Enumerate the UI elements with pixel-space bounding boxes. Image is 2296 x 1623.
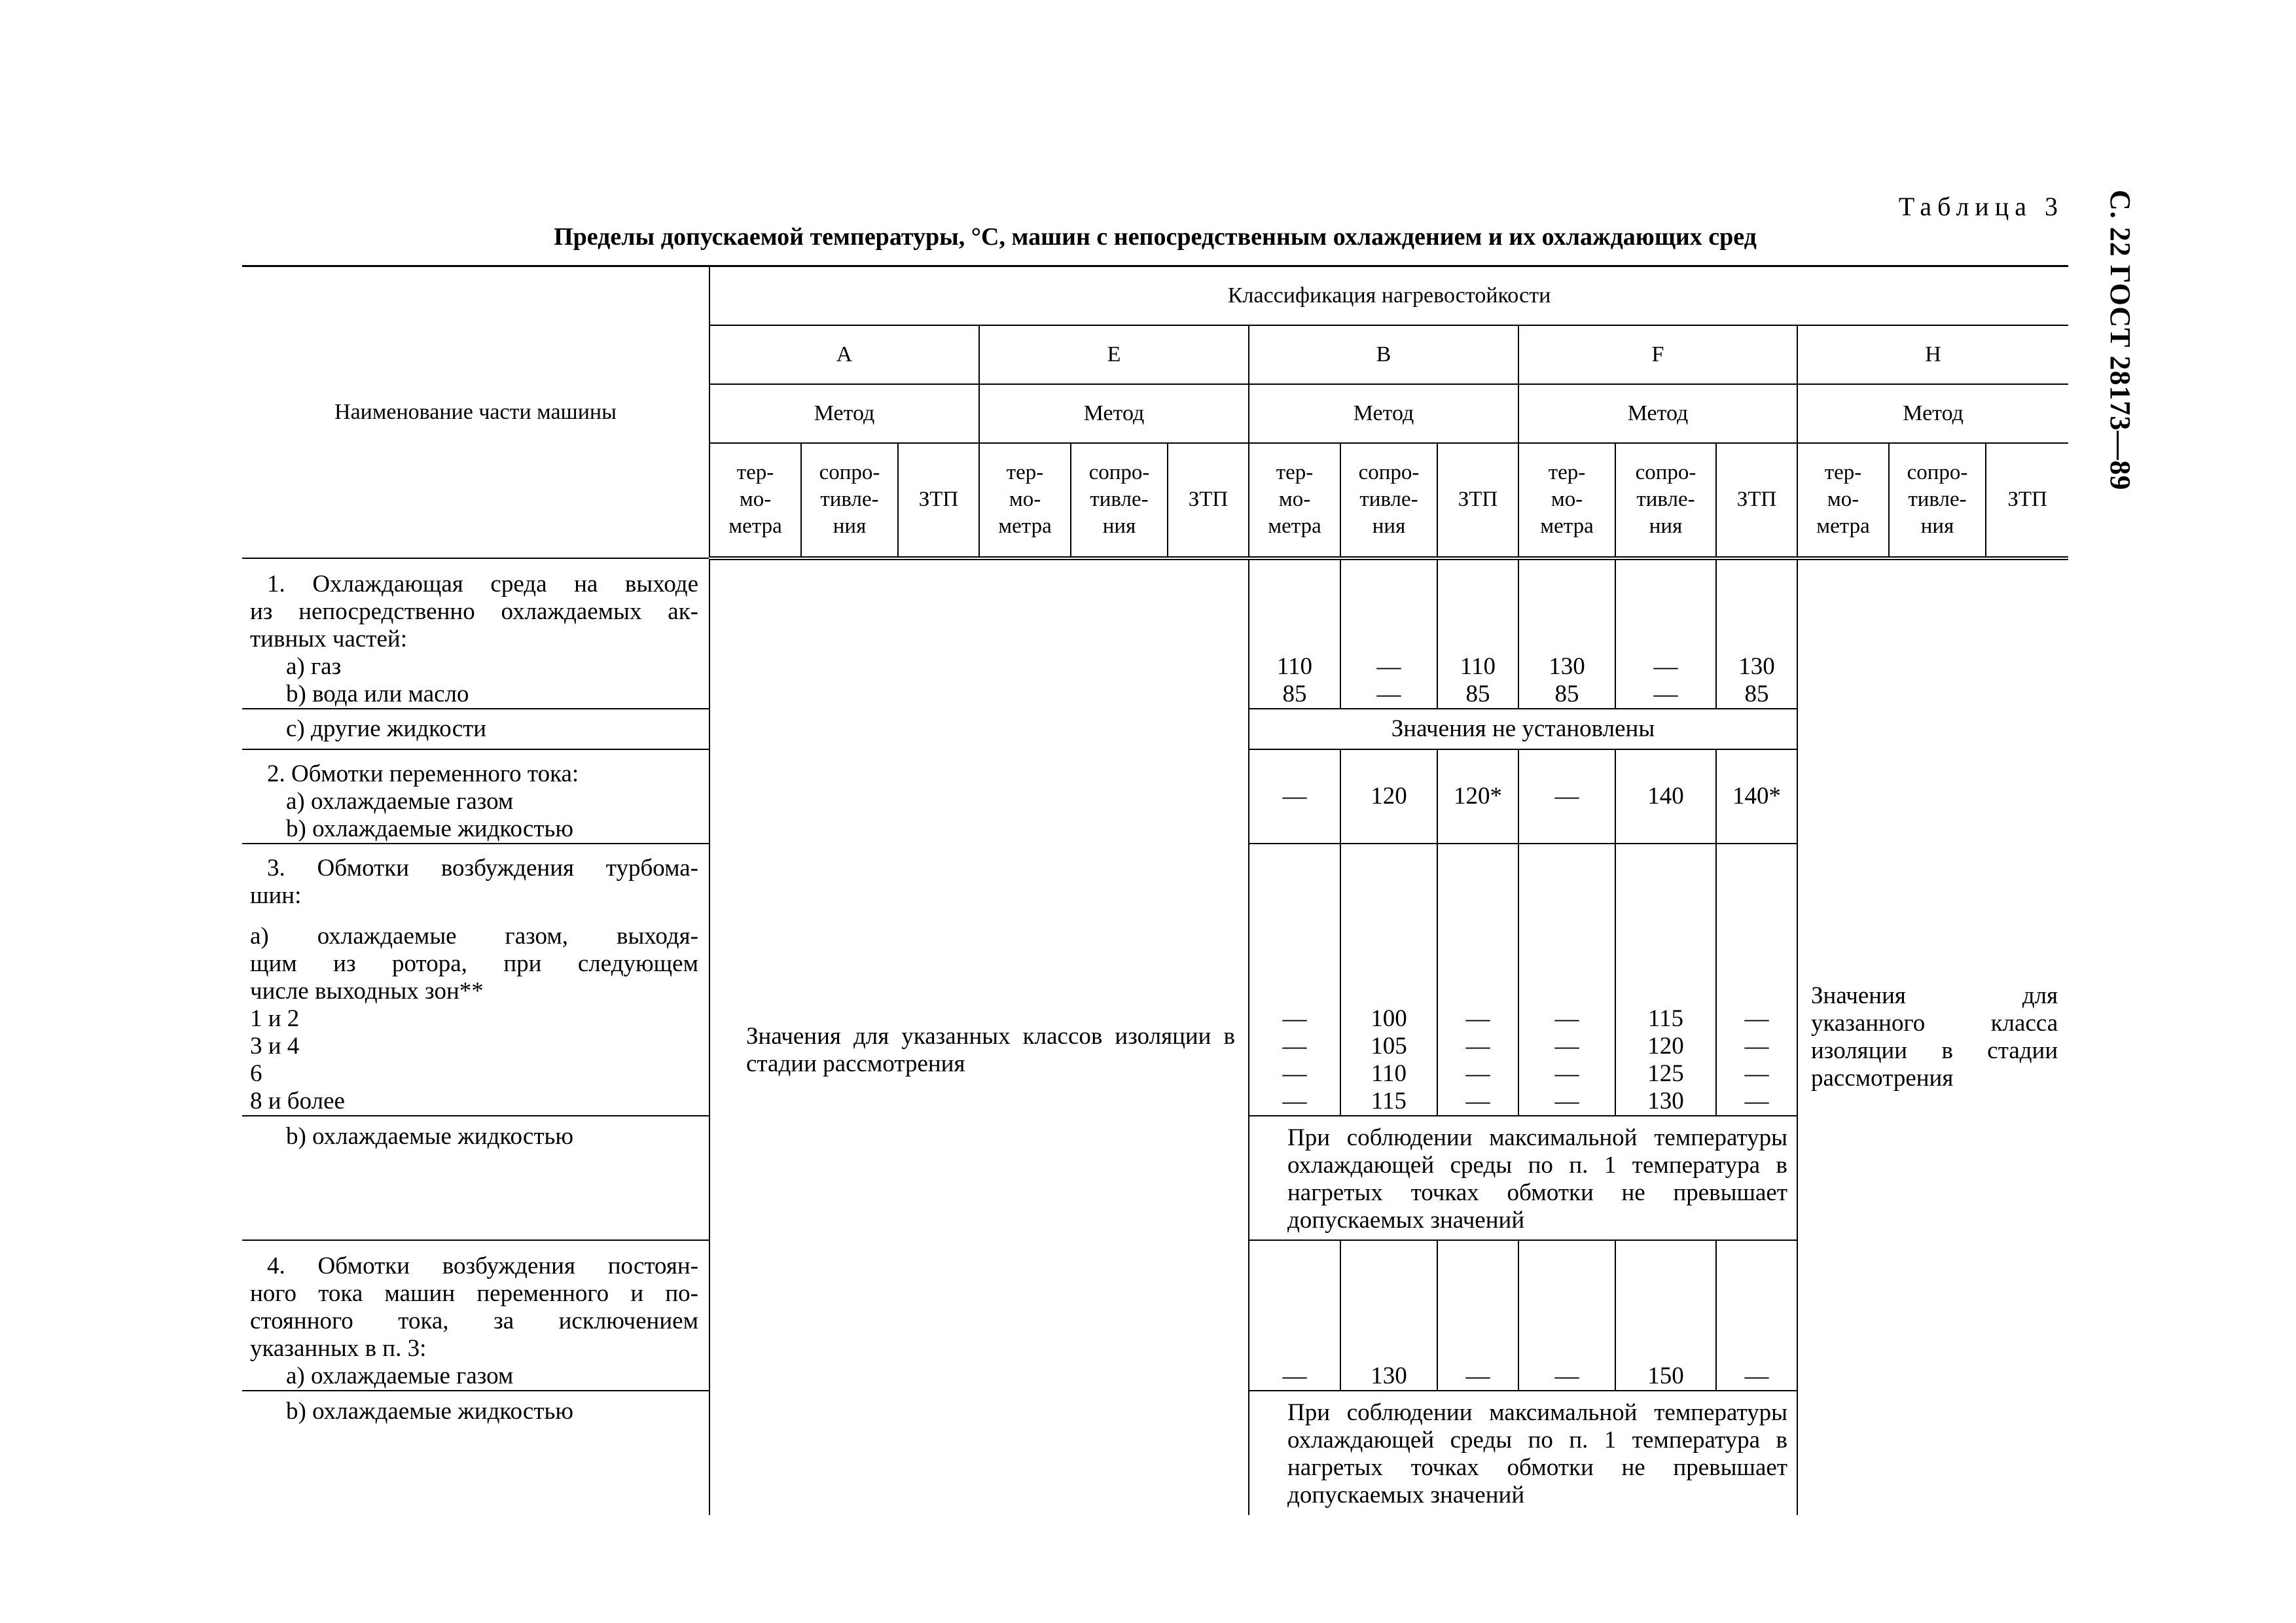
- value-cell: 100 105 110 115: [1340, 844, 1437, 1116]
- value-cell: 130: [1340, 1240, 1437, 1391]
- row-4b-note: При соблюдении максимальной температуры охлаждающей среды по п. 1 температура в нагретых точках обмотки не превышает допускаемых значений: [1249, 1391, 1797, 1515]
- method-ztp: ЗТП: [1168, 443, 1249, 558]
- value-cell: 130 85: [1518, 558, 1615, 709]
- value-cell: — —: [1340, 558, 1437, 709]
- class-f-header: F: [1518, 325, 1797, 384]
- table-number: Таблица 3: [1898, 192, 2064, 221]
- method-header: Метод: [709, 384, 979, 443]
- row-1c-name: с) другие жидкости: [242, 709, 709, 749]
- value-cell: 150: [1615, 1240, 1716, 1391]
- classification-header: Классификация нагревостойкости: [709, 266, 2068, 325]
- row-4-name: 4. Обмотки возбуждения постоян- ного тока машин переменного и по- стоянного тока, за исключением указанных в п. 3: а) охлаждаемые газом: [242, 1240, 709, 1391]
- method-thermometer: тер- мо- метра: [709, 443, 801, 558]
- page-side-header: С. 22 ГОСТ 28173—89: [2104, 190, 2136, 491]
- value-cell: — — — —: [1437, 844, 1518, 1116]
- value-cell: —: [1437, 1240, 1518, 1391]
- zone-label: 1 и 2: [250, 1005, 300, 1032]
- method-resistance: сопро- тивле- ния: [1071, 443, 1168, 558]
- method-ztp: ЗТП: [1437, 443, 1518, 558]
- row-4b-name: b) охлаждаемые жидкостью: [242, 1391, 709, 1515]
- method-ztp: ЗТП: [1986, 443, 2068, 558]
- row-1c-note: Значения не установлены: [1249, 709, 1797, 749]
- value-cell: —: [1518, 1240, 1615, 1391]
- row-3b-name: b) охлаждаемые жидкостью: [242, 1116, 709, 1240]
- temperature-limits-table: [242, 265, 2068, 1515]
- row-1-name: 1. Охлаждающая среда на выходе из непосредственно охлаждаемых ак- тивных частей: а) газ b) вода или масло: [242, 558, 709, 709]
- method-thermometer: тер- мо- метра: [1518, 443, 1615, 558]
- value-cell: 115 120 125 130: [1615, 844, 1716, 1116]
- row-2-name: 2. Обмотки переменного тока: а) охлаждаемые газом b) охлаждаемые жидкостью: [242, 749, 709, 844]
- method-header: Метод: [1249, 384, 1518, 443]
- row-3b-note: При соблюдении максимальной температуры охлаждающей среды по п. 1 температура в нагретых точках обмотки не превышает допускаемых значений: [1249, 1116, 1797, 1240]
- value-cell: —: [1249, 749, 1340, 844]
- class-h-header: Н: [1797, 325, 2068, 384]
- value-cell: 110 85: [1437, 558, 1518, 709]
- value-cell: 140: [1615, 749, 1716, 844]
- value-cell: —: [1518, 749, 1615, 844]
- value-cell: 120: [1340, 749, 1437, 844]
- method-resistance: сопро- тивле- ния: [1889, 443, 1986, 558]
- value-cell: — — — —: [1249, 844, 1340, 1116]
- class-e-header: Е: [979, 325, 1249, 384]
- method-ztp: ЗТП: [1716, 443, 1797, 558]
- method-resistance: сопро- тивле- ния: [801, 443, 898, 558]
- class-h-note: Значения для указанного класса изоляции в стадии рассмотрения: [1797, 558, 2068, 1515]
- zone-label: 8 и более: [250, 1087, 345, 1115]
- value-cell: —: [1716, 1240, 1797, 1391]
- method-resistance: сопро- тивле- ния: [1340, 443, 1437, 558]
- zone-label: 3 и 4: [250, 1032, 300, 1060]
- row-3-name: 3. Обмотки возбуждения турбома- шин: а) охлаждаемые газом, выходя- щим из ротора, при следующем числе выходных зон** 1 и 2 3 и 4 6 8 и более: [242, 844, 709, 1116]
- method-resistance: сопро- тивле- ния: [1615, 443, 1716, 558]
- method-header: Метод: [979, 384, 1249, 443]
- value-cell: —: [1249, 1240, 1340, 1391]
- class-a-header: А: [709, 325, 979, 384]
- part-name-header: Наименование части машины: [242, 266, 709, 558]
- method-header: Метод: [1518, 384, 1797, 443]
- value-cell: 120*: [1437, 749, 1518, 844]
- value-cell: 140*: [1716, 749, 1797, 844]
- value-cell: — — — —: [1518, 844, 1615, 1116]
- value-cell: 130 85: [1716, 558, 1797, 709]
- method-ztp: ЗТП: [898, 443, 979, 558]
- method-header: Метод: [1797, 384, 2068, 443]
- table-caption: Пределы допускаемой температуры, °С, машин с непосредственным охлаждением и их охлаждающих сред: [554, 223, 1757, 251]
- zone-label: 6: [250, 1060, 262, 1087]
- value-cell: 110 85: [1249, 558, 1340, 709]
- method-thermometer: тер- мо- метра: [979, 443, 1071, 558]
- method-thermometer: тер- мо- метра: [1797, 443, 1889, 558]
- class-b-header: В: [1249, 325, 1518, 384]
- method-thermometer: тер- мо- метра: [1249, 443, 1340, 558]
- value-cell: — — — —: [1716, 844, 1797, 1116]
- classes-a-e-note: Значения для указанных классов изоляции в стадии рассмотрения: [709, 558, 1249, 1515]
- value-cell: — —: [1615, 558, 1716, 709]
